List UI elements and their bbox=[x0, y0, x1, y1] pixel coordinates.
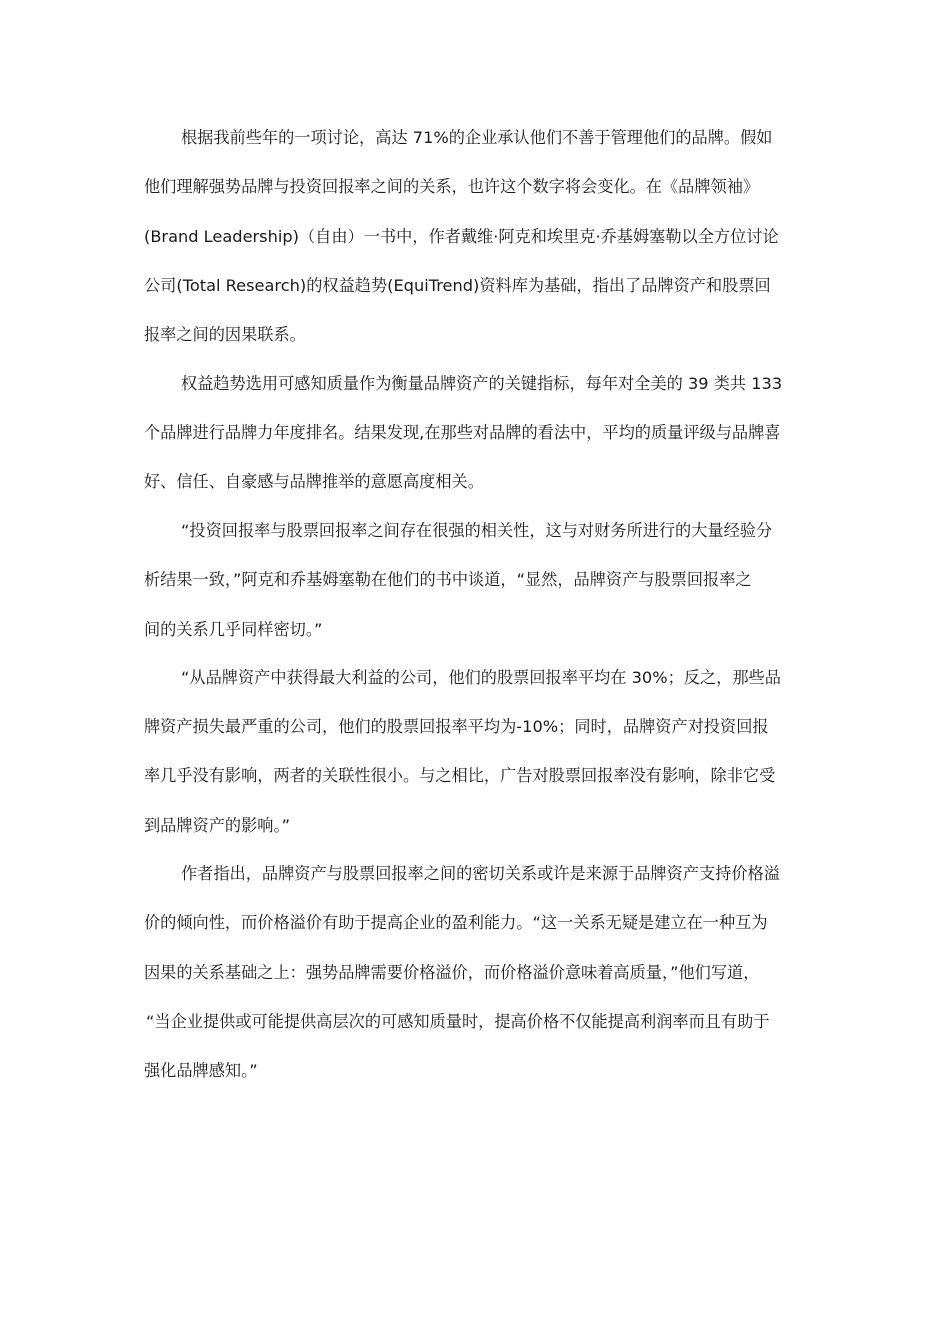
paragraph-1-line-3: (Brand Leadership)（自由）一书中，作者戴维·阿克和埃里克·乔基姆塞勒以全方位讨论 bbox=[144, 227, 779, 246]
paragraph-4-line-3: 率几乎没有影响，两者的关联性很小。与之相比，广告对股票回报率没有影响，除非它受 bbox=[144, 766, 776, 785]
paragraph-2-line-1: 权益趋势选用可感知质量作为衡量品牌资产的关键指标，每年对全美的 39 类共 133 bbox=[181, 374, 783, 393]
paragraph-4-line-2: 牌资产损失最严重的公司，他们的股票回报率平均为-10%；同时，品牌资产对投资回报 bbox=[144, 717, 769, 736]
paragraph-5-line-2: 价的倾向性，而价格溢价有助于提高企业的盈利能力。“这一关系无疑是建立在一种互为 bbox=[144, 913, 768, 932]
paragraph-3-line-3: 间的关系几乎同样密切。” bbox=[144, 620, 323, 639]
paragraph-3-line-2: 析结果一致，”阿克和乔基姆塞勒在他们的书中谈道，“显然，品牌资产与股票回报率之 bbox=[144, 570, 752, 589]
paragraph-5-line-1: 作者指出，品牌资产与股票回报率之间的密切关系或许是来源于品牌资产支持价格溢 bbox=[181, 864, 780, 883]
paragraph-5-line-4: “当企业提供或可能提供高层次的可感知质量时，提高价格不仅能提高利润率而且有助于 bbox=[146, 1012, 770, 1031]
paragraph-2-line-3: 好、信任、自豪感与品牌推举的意愿高度相关。 bbox=[144, 472, 484, 491]
paragraph-4-line-1: “从品牌资产中获得最大利益的公司，他们的股票回报率平均在 30%；反之，那些品 bbox=[181, 668, 781, 687]
paragraph-5-line-5: 强化品牌感知。” bbox=[144, 1061, 258, 1080]
paragraph-2-line-2: 个品牌进行品牌力年度排名。结果发现,在那些对品牌的看法中，平均的质量评级与品牌喜 bbox=[144, 423, 781, 442]
paragraph-4-line-4: 到品牌资产的影响。” bbox=[144, 816, 290, 835]
paragraph-1-line-5: 报率之间的因果联系。 bbox=[144, 325, 306, 344]
paragraph-1-line-1: 根据我前些年的一项讨论，高达 71%的企业承认他们不善于管理他们的品牌。假如 bbox=[181, 128, 773, 147]
paragraph-5-line-3: 因果的关系基础之上：强势品牌需要价格溢价，而价格溢价意味着高质量，”他们写道， bbox=[144, 963, 760, 982]
paragraph-1-line-2: 他们理解强势品牌与投资回报率之间的关系，也许这个数字将会变化。在《品牌领袖》 bbox=[144, 177, 760, 196]
paragraph-3-line-1: “投资回报率与股票回报率之间存在很强的相关性，这与对财务所进行的大量经验分 bbox=[181, 521, 773, 540]
paragraph-1-line-4: 公司(Total Research)的权益趋势(EquiTrend)资料库为基础，指出了品牌资产和股票回 bbox=[144, 276, 771, 295]
